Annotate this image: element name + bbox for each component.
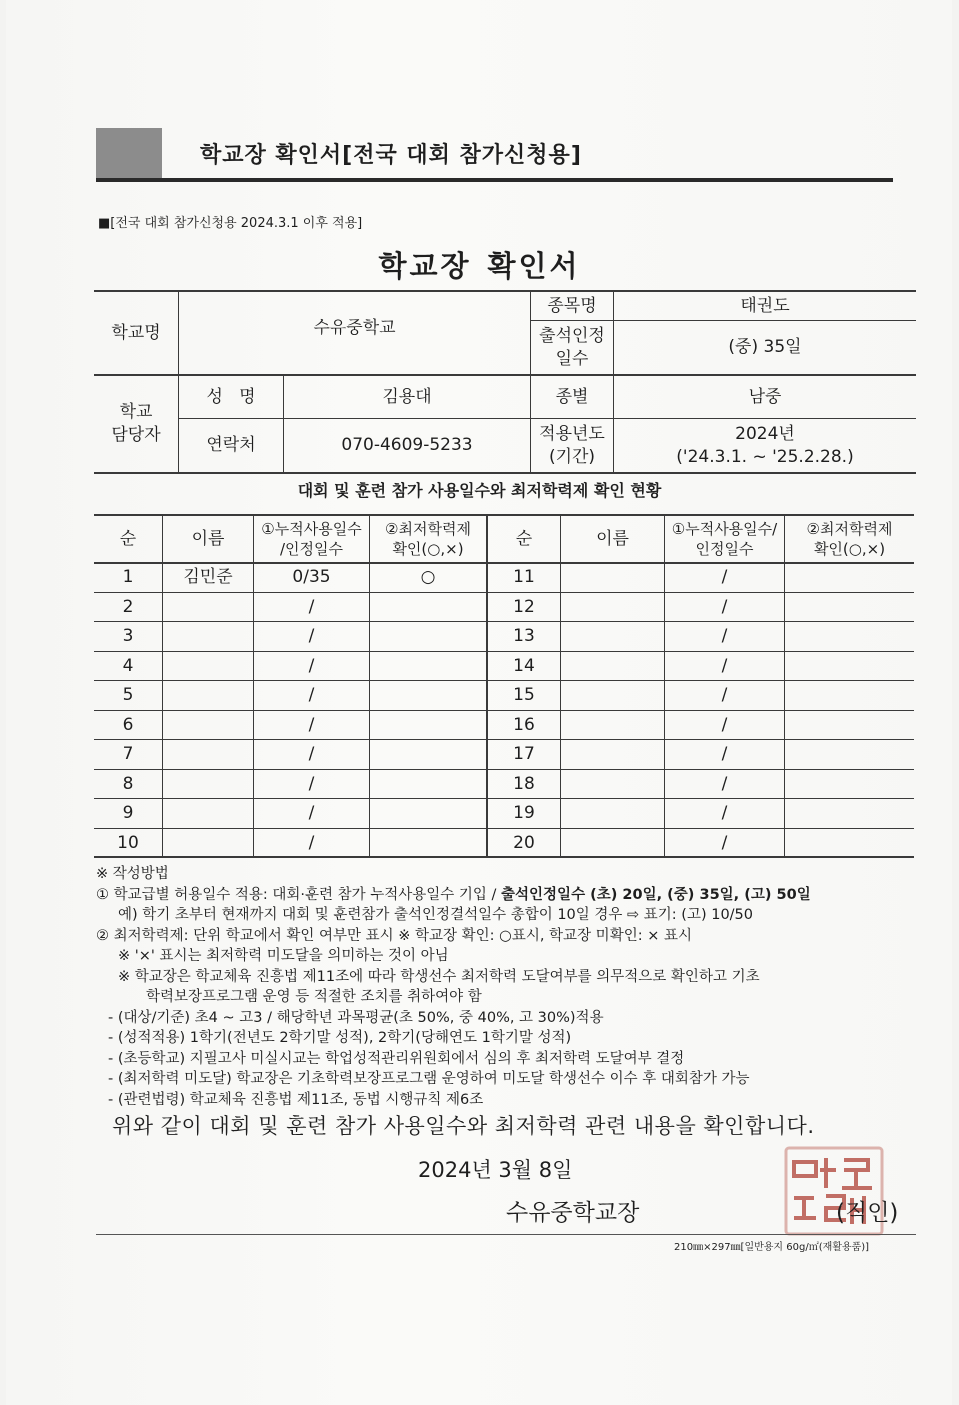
table-cell-name-r: [561, 652, 664, 681]
status-table-title: 대회 및 훈련 참가 사용일수와 최저학력제 확인 현황: [297, 481, 662, 500]
attendance-days-label: 출석인정 일수: [539, 325, 605, 369]
header-rule: [96, 178, 893, 182]
table-cell-days-r: /: [721, 626, 728, 647]
table-cell-no-l: 5: [122, 685, 134, 706]
table-cell-min-l: [370, 829, 486, 858]
table-cell-days-l: 0/35: [292, 567, 331, 588]
table-cell-days-r: /: [721, 774, 728, 795]
table-cell-days-r: /: [721, 803, 728, 824]
school-name-label: 학교명: [111, 322, 161, 343]
table-cell-name-l: [163, 740, 253, 769]
table-cell-no-r: 13: [513, 626, 535, 647]
year-text: 2024년: [735, 423, 795, 444]
note-2-b-cont: 학력보장프로그램 운영 등 적절한 조치를 취하여야 함: [146, 989, 482, 1005]
footer-rule: [96, 1234, 916, 1235]
table-cell-no-r: 19: [513, 803, 535, 824]
table-cell-days-l: /: [308, 715, 315, 736]
table-cell-min-r: [785, 652, 914, 681]
table-cell-min-r: [785, 799, 914, 828]
table-cell-no-r: 15: [513, 685, 535, 706]
table-cell-no-r: 18: [513, 774, 535, 795]
note-1-text: ① 학교급별 허용일수 적용: 대회·훈련 참가 누적사용일수 기입 /: [96, 886, 502, 903]
table-cell-name-l: [163, 593, 253, 622]
col-header-days-left: ①누적사용일수 /인정일수: [261, 519, 362, 558]
manager-name-label: 성 명: [206, 386, 256, 407]
table-cell-name-l: [163, 652, 253, 681]
note-2-b: ※ 학교장은 학교체육 진흥법 제11조에 따라 학생선수 최저학력 도달여부를 의무적으로 확인하고 기초: [118, 968, 760, 985]
detail-5: - (관련법령) 학교체육 진흥법 제11조, 동법 시행규칙 제6조: [108, 1091, 484, 1108]
table-cell-days-l: /: [308, 744, 315, 765]
table-cell-min-r: [785, 711, 914, 740]
col-header-min-right: ②최저학력제 확인(○,×): [806, 519, 893, 558]
manager-label: 학교 담당자: [111, 402, 161, 445]
table-cell-min-l: [370, 740, 486, 769]
header-title: 학교장 확인서[전국 대회 참가신청용]: [200, 143, 582, 168]
note-1-bold: 출석인정일수 (초) 20일, (중) 35일, (고) 50일: [501, 886, 811, 903]
gender-label: 종별: [555, 386, 589, 407]
table-cell-days-r: /: [721, 685, 728, 706]
table-cell-min-l: ○: [420, 567, 436, 588]
table-cell-days-l: /: [308, 597, 315, 618]
table-cell-name-l: [163, 711, 253, 740]
table-cell-min-r: [785, 740, 914, 769]
detail-3: - (초등학교) 지필고사 미실시교는 학업성적관리위원회에서 심의 후 최저학력 도달여부 결정: [108, 1050, 685, 1067]
table-cell-min-l: [370, 681, 486, 710]
note-1: [96, 885, 926, 906]
table-cell-name-l: [163, 799, 253, 828]
table-cell-min-l: [370, 593, 486, 622]
table-cell-min-r: [785, 622, 914, 651]
note-2: ② 최저학력제: 단위 학교에서 확인 여부만 표시 ※ 학교장 확인: ○표시, 학교장 미확인: × 표시: [96, 927, 692, 944]
table-cell-min-l: [370, 711, 486, 740]
table-cell-name-r: [561, 681, 664, 710]
school-name-value: 수유중학교: [313, 317, 396, 338]
table-cell-min-l: [370, 622, 486, 651]
seal-label: (직인): [836, 1200, 899, 1226]
table-cell-name-r: [561, 563, 664, 592]
year-value: [614, 419, 916, 472]
table-cell-min-l: [370, 770, 486, 799]
table-cell-no-l: 9: [122, 803, 134, 824]
attendance-days-value: (중) 35일: [728, 337, 802, 358]
table-cell-no-r: 16: [513, 715, 535, 736]
principal-title: 수유중학교장: [506, 1200, 640, 1226]
table-cell-days-l: /: [308, 774, 315, 795]
period-text: ('24.3.1. ~ '25.2.28.): [676, 446, 854, 467]
table-cell-days-r: /: [721, 597, 728, 618]
table-cell-name-r: [561, 593, 664, 622]
paper-spec: 210㎜×297㎜[일반용지 60g/㎡(재활용품)]: [674, 1242, 870, 1253]
manager-name-value: 김용대: [382, 386, 432, 407]
gender-value: 남중: [748, 386, 782, 407]
table-cell-no-l: 2: [122, 597, 134, 618]
table-cell-no-l: 4: [122, 656, 134, 677]
table-cell-min-r: [785, 770, 914, 799]
table-cell-no-l: 1: [122, 567, 134, 588]
table-cell-no-r: 14: [513, 656, 535, 677]
col-header-name-left: 이름: [191, 528, 225, 549]
table-cell-no-l: 8: [122, 774, 134, 795]
table-cell-min-r: [785, 681, 914, 710]
table-cell-name-l: [163, 622, 253, 651]
table-cell-name-l: 김민준: [183, 567, 233, 588]
table-cell-days-r: /: [721, 567, 728, 588]
issue-date: 2024년 3월 8일: [418, 1158, 573, 1182]
writing-instructions: [96, 864, 926, 1110]
table-cell-days-l: /: [308, 626, 315, 647]
note-2-a: ※ '×' 표시는 최저학력 미도달을 의미하는 것이 아님: [118, 948, 449, 964]
table-cell-min-l: [370, 652, 486, 681]
table-cell-min-l: [370, 799, 486, 828]
confirmation-statement: 위와 같이 대회 및 훈련 참가 사용일수와 최저학력 관련 내용을 확인합니다.: [112, 1114, 815, 1138]
table-cell-no-l: 7: [122, 744, 134, 765]
document-title: [0, 244, 959, 285]
table-cell-days-r: /: [721, 744, 728, 765]
table-cell-name-r: [561, 740, 664, 769]
table-cell-days-l: /: [308, 803, 315, 824]
col-header-min-left: ②최저학력제 확인(○,×): [385, 519, 471, 558]
table-cell-no-r: 17: [513, 744, 535, 765]
table-cell-name-l: [163, 829, 253, 858]
table-cell-days-l: /: [308, 833, 315, 854]
contact-value: 070-4609-5233: [341, 435, 473, 456]
col-header-no-right: 순: [515, 528, 533, 549]
sport-label: 종목명: [547, 295, 597, 316]
table-cell-no-l: 10: [117, 833, 139, 854]
table-cell-name-r: [561, 770, 664, 799]
year-label: 적용년도 (기간): [539, 423, 605, 467]
col-header-days-right: ①누적사용일수/ 인정일수: [671, 519, 778, 558]
table-cell-name-r: [561, 622, 664, 651]
col-header-name-right: 이름: [596, 528, 629, 549]
table-cell-name-l: [163, 770, 253, 799]
table-cell-name-l: [163, 681, 253, 710]
table-cell-days-r: /: [721, 715, 728, 736]
col-header-no-left: 순: [119, 528, 137, 549]
table-cell-name-r: [561, 829, 664, 858]
table-cell-no-l: 6: [122, 715, 134, 736]
table-cell-name-r: [561, 799, 664, 828]
table-cell-no-r: 20: [513, 833, 535, 854]
note-1-example: 예) 학기 초부터 현재까지 대회 및 훈련참가 출석인정결석일수 총합이 10일 경우 ⇨ 표기: (고) 10/50: [118, 907, 754, 923]
document-title-part1: 학교장: [378, 249, 472, 283]
notes-heading: ※ 작성방법: [96, 866, 169, 882]
table-cell-name-r: [561, 711, 664, 740]
document-title-part2: 확인서: [487, 249, 581, 283]
table-cell-no-r: 12: [513, 597, 535, 618]
detail-4: - (최저학력 미도달) 학교장은 기초학력보장프로그램 운영하여 미도달 학생선수 이수 후 대회참가 가능: [108, 1071, 750, 1087]
header-gray-box: [96, 128, 162, 182]
table-cell-no-l: 3: [122, 626, 134, 647]
table-cell-days-l: /: [308, 656, 315, 677]
sport-value: 태권도: [740, 295, 790, 316]
table-cell-min-r: [785, 563, 914, 592]
detail-1: - (대상/기준) 초4 ~ 고3 / 해당학년 과목평균(초 50%, 중 40%, 고 30%)적용: [108, 1009, 604, 1026]
contact-label: 연락처: [206, 435, 256, 456]
table-cell-days-r: /: [721, 833, 728, 854]
table-cell-min-r: [785, 829, 914, 858]
table-cell-days-r: /: [721, 656, 728, 677]
table-cell-no-r: 11: [513, 567, 535, 588]
table-cell-days-l: /: [308, 685, 315, 706]
applicability-note: ■[전국 대회 참가신청용 2024.3.1 이후 적용]: [98, 216, 363, 231]
detail-2: - (성적적용) 1학기(전년도 2학기말 성적), 2학기(당해연도 1학기말 성적): [108, 1030, 572, 1046]
table-cell-min-r: [785, 593, 914, 622]
